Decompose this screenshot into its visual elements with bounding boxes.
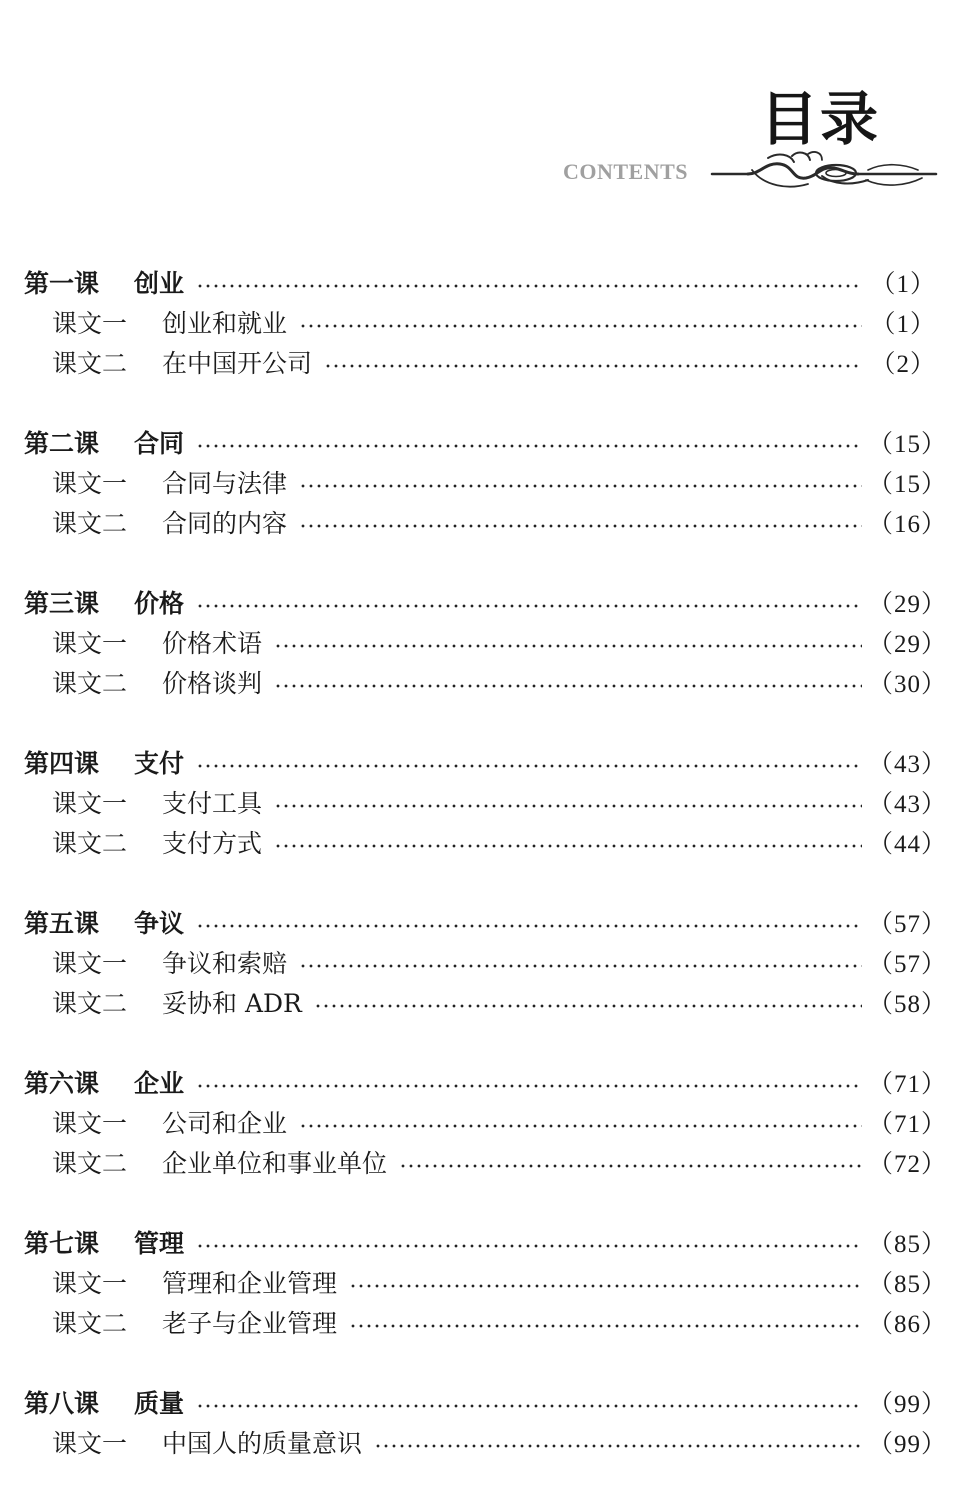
text-title: 妥协和 ADR (162, 989, 302, 1018)
dot-leader (299, 964, 862, 968)
lesson-group (0, 1062, 960, 1182)
toc-text-row[interactable] (0, 462, 960, 502)
text-number: 课文一 (52, 949, 128, 978)
lesson-title: 支付 (134, 749, 185, 778)
dot-leader (196, 444, 862, 448)
page-number: （29） (868, 591, 948, 618)
lesson-group (0, 742, 960, 862)
dot-leader (196, 1244, 862, 1248)
lesson-number: 第七课 (24, 1229, 100, 1258)
toc-text-row[interactable] (0, 1102, 960, 1142)
dot-leader (274, 844, 862, 848)
page-number: （1） (870, 271, 936, 298)
dot-leader (196, 284, 862, 288)
toc-text-row[interactable] (0, 502, 960, 542)
lesson-title: 价格 (134, 589, 185, 618)
dot-leader (314, 1004, 862, 1008)
page-number: （1） (870, 311, 936, 338)
lesson-number: 第三课 (24, 589, 100, 618)
toc-text-row[interactable] (0, 782, 960, 822)
text-number: 课文一 (52, 1269, 128, 1298)
text-number: 课文一 (52, 469, 128, 498)
page-number: （43） (868, 791, 948, 818)
toc-lesson-row[interactable] (0, 1382, 960, 1422)
text-number: 课文二 (52, 509, 128, 538)
lesson-group (0, 262, 960, 382)
text-number: 课文二 (52, 349, 128, 378)
text-number: 课文二 (52, 989, 128, 1018)
toc-lesson-row[interactable] (0, 262, 960, 302)
text-title: 管理和企业管理 (162, 1269, 338, 1298)
text-title: 价格术语 (162, 629, 263, 658)
page-number: （71） (868, 1071, 948, 1098)
toc-text-row[interactable] (0, 1302, 960, 1342)
text-title: 合同与法律 (162, 469, 288, 498)
text-number: 课文一 (52, 629, 128, 658)
text-title: 公司和企业 (162, 1109, 288, 1138)
text-number: 课文二 (52, 1149, 128, 1178)
lesson-number: 第二课 (24, 429, 100, 458)
text-title: 支付工具 (162, 789, 263, 818)
dot-leader (324, 364, 862, 368)
page-number: （57） (868, 911, 948, 938)
text-number: 课文一 (52, 1429, 128, 1458)
text-title: 老子与企业管理 (162, 1309, 338, 1338)
toc-lesson-row[interactable] (0, 582, 960, 622)
lesson-title: 管理 (134, 1229, 185, 1258)
text-number: 课文二 (52, 829, 128, 858)
page-number: （71） (868, 1111, 948, 1138)
toc-text-row[interactable] (0, 1422, 960, 1462)
flourish-ornament-icon (708, 148, 940, 196)
dot-leader (349, 1284, 862, 1288)
lesson-group (0, 902, 960, 1022)
page-number: （2） (870, 351, 936, 378)
page-number: （86） (868, 1311, 948, 1338)
lesson-number: 第五课 (24, 909, 100, 938)
toc-text-row[interactable] (0, 342, 960, 382)
dot-leader (299, 1124, 862, 1128)
dot-leader (374, 1444, 862, 1448)
lesson-number: 第八课 (24, 1389, 100, 1418)
lesson-number: 第四课 (24, 749, 100, 778)
toc-text-row[interactable] (0, 982, 960, 1022)
dot-leader (399, 1164, 862, 1168)
dot-leader (299, 484, 862, 488)
page-title: 目录 (760, 85, 881, 153)
lesson-title: 质量 (134, 1389, 185, 1418)
page-number: （30） (868, 671, 948, 698)
toc-lesson-row[interactable] (0, 902, 960, 942)
text-title: 合同的内容 (162, 509, 288, 538)
toc-lesson-row[interactable] (0, 1222, 960, 1262)
toc-text-row[interactable] (0, 622, 960, 662)
lesson-title: 争议 (134, 909, 185, 938)
page-number: （57） (868, 951, 948, 978)
toc-text-row[interactable] (0, 302, 960, 342)
page-number: （29） (868, 631, 948, 658)
text-number: 课文一 (52, 309, 128, 338)
page-number: （85） (868, 1271, 948, 1298)
text-title: 争议和索赔 (162, 949, 288, 978)
page-number: （99） (868, 1431, 948, 1458)
page-number: （85） (868, 1231, 948, 1258)
dot-leader (196, 1404, 862, 1408)
page-number: （16） (868, 511, 948, 538)
toc-lesson-row[interactable] (0, 422, 960, 462)
lesson-number: 第六课 (24, 1069, 100, 1098)
toc-lesson-row[interactable] (0, 742, 960, 782)
text-title: 支付方式 (162, 829, 263, 858)
toc-text-row[interactable] (0, 822, 960, 862)
page-subtitle: CONTENTS (563, 159, 689, 184)
dot-leader (299, 324, 862, 328)
lesson-group (0, 1222, 960, 1342)
page-number: （15） (868, 431, 948, 458)
toc-lesson-row[interactable] (0, 1062, 960, 1102)
page-number: （43） (868, 751, 948, 778)
text-title: 创业和就业 (162, 309, 288, 338)
dot-leader (196, 604, 862, 608)
dot-leader (196, 764, 862, 768)
toc-text-row[interactable] (0, 942, 960, 982)
text-number: 课文一 (52, 789, 128, 818)
toc-text-row[interactable] (0, 1262, 960, 1302)
toc-text-row[interactable] (0, 662, 960, 702)
lesson-group (0, 422, 960, 542)
lesson-title: 创业 (134, 269, 185, 298)
dot-leader (196, 924, 862, 928)
dot-leader (299, 524, 862, 528)
text-number: 课文二 (52, 1309, 128, 1338)
dot-leader (274, 644, 862, 648)
text-title: 价格谈判 (162, 669, 263, 698)
text-number: 课文一 (52, 1109, 128, 1138)
lesson-group (0, 1382, 960, 1462)
text-title: 在中国开公司 (162, 349, 313, 378)
page-number: （99） (868, 1391, 948, 1418)
lesson-title: 企业 (134, 1069, 185, 1098)
text-number: 课文二 (52, 669, 128, 698)
text-title: 中国人的质量意识 (162, 1429, 363, 1458)
lesson-title: 合同 (134, 429, 185, 458)
dot-leader (274, 804, 862, 808)
text-title: 企业单位和事业单位 (162, 1149, 388, 1178)
table-of-contents (0, 262, 960, 1502)
page-number: （15） (868, 471, 948, 498)
dot-leader (196, 1084, 862, 1088)
page-number: （72） (868, 1151, 948, 1178)
page-number: （58） (868, 991, 948, 1018)
lesson-group (0, 582, 960, 702)
toc-text-row[interactable] (0, 1142, 960, 1182)
page-header (0, 0, 960, 230)
dot-leader (349, 1324, 862, 1328)
dot-leader (274, 684, 862, 688)
page-number: （44） (868, 831, 948, 858)
lesson-number: 第一课 (24, 269, 100, 298)
